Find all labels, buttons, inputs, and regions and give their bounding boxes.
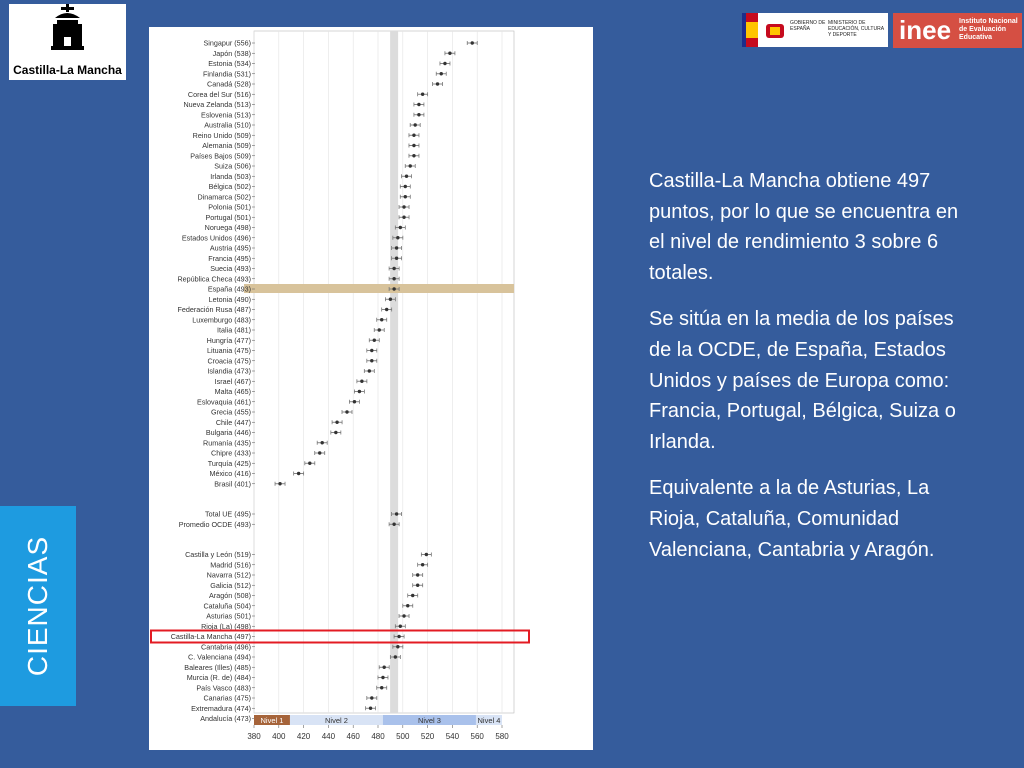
row-label: Alemania (509) [202, 141, 251, 150]
data-point [402, 216, 405, 219]
data-point [421, 93, 424, 96]
ministry-line1: GOBIERNO DE ESPAÑA [790, 20, 826, 32]
summary-text [649, 166, 979, 581]
row-label: Israel (467) [214, 376, 251, 386]
row-label: Luxemburgo (483) [192, 315, 251, 325]
data-point [412, 154, 415, 157]
data-point [380, 686, 383, 689]
row-label: Extremadura (474) [191, 703, 251, 713]
data-point [378, 328, 381, 331]
row-label: País Vasco (483) [196, 683, 251, 693]
row-label: Turquía (425) [207, 458, 251, 468]
chart-svg [149, 27, 593, 750]
row-label: Francia (495) [208, 253, 251, 263]
row-label: Total UE (495) [205, 509, 251, 519]
plot-area [254, 31, 514, 713]
row-label: Portugal (501) [205, 212, 251, 222]
data-point [425, 553, 428, 556]
data-point [443, 62, 446, 65]
data-point [416, 584, 419, 587]
row-label: Australia (510) [204, 120, 251, 130]
row-label: Bélgica (502) [208, 182, 251, 191]
data-point [417, 113, 420, 116]
row-label: Brasil (401) [214, 479, 251, 489]
data-point [416, 573, 419, 576]
data-point [412, 134, 415, 137]
data-point [360, 380, 363, 383]
data-point [335, 421, 338, 424]
row-label: España (493) [207, 284, 251, 294]
paragraph-1: Castilla-La Mancha obtiene 497 puntos, por lo que se encuentra en el nivel de rendimiento 3 sobre 6 totales. [649, 170, 959, 284]
data-point [370, 696, 373, 699]
data-point [409, 164, 412, 167]
row-label: Andalucía (473) [200, 714, 251, 723]
data-point [381, 676, 384, 679]
level-label: Nivel 4 [477, 716, 501, 725]
ministry-logo [742, 13, 888, 47]
row-label: Madrid (516) [210, 560, 251, 570]
row-label: Canarias (475) [203, 693, 251, 703]
row-label: Galicia (512) [210, 580, 251, 590]
row-label: Estonia (534) [208, 59, 251, 68]
row-label: Dinamarca (502) [197, 192, 251, 202]
data-point [383, 666, 386, 669]
eu-flag-icon [742, 13, 758, 47]
row-label: Bulgaria (446) [205, 428, 251, 437]
data-point [399, 226, 402, 229]
row-label: Croacia (475) [207, 356, 251, 366]
data-point [370, 349, 373, 352]
data-point [392, 267, 395, 270]
level-label: Nivel 3 [417, 716, 441, 725]
level-label: Nivel 2 [324, 716, 348, 725]
data-point [368, 369, 371, 372]
section-label [0, 506, 76, 706]
data-point [278, 482, 281, 485]
data-point [395, 246, 398, 249]
ministry-line2: MINISTERIO DE EDUCACIÓN, CULTURA Y DEPORTE [828, 20, 884, 38]
data-point [417, 103, 420, 106]
data-point [394, 655, 397, 658]
data-point [471, 41, 474, 44]
row-label: República Checa (493) [177, 274, 251, 284]
data-point [389, 298, 392, 301]
x-tick-label: 440 [321, 732, 336, 741]
x-tick-label: 460 [346, 732, 360, 741]
row-label: Japón (538) [212, 48, 251, 58]
row-label: Rumanía (435) [203, 438, 251, 448]
castilla-la-mancha-logo [9, 4, 126, 80]
data-point [414, 123, 417, 126]
row-label: Suecia (493) [210, 264, 251, 273]
row-label: Castilla y León (519) [185, 550, 251, 559]
row-label: Italia (481) [217, 325, 251, 335]
data-point [404, 185, 407, 188]
data-point [397, 635, 400, 638]
data-point [392, 277, 395, 280]
row-label: Eslovaquia (461) [197, 397, 251, 407]
data-point [395, 257, 398, 260]
row-label: Hungría (477) [206, 335, 251, 345]
paragraph-2: Se sitúa en la media de los países de la OCDE, de España, Estados Unidos y países de Europa como: Francia, Portugal, Bélgica, Suiza o Irlanda. [649, 308, 956, 453]
x-tick-label: 420 [296, 732, 311, 741]
row-label: Aragón (508) [209, 591, 251, 600]
inee-logo-text: Instituto Nacional de Evaluación Educativa [959, 18, 1018, 41]
data-point [345, 410, 348, 413]
row-label: Navarra (512) [206, 570, 251, 580]
row-label: Austria (495) [209, 243, 251, 253]
x-tick-label: 480 [371, 732, 385, 741]
row-label: Reino Unido (509) [192, 130, 251, 140]
inee-logo-mark: inee [899, 15, 952, 45]
data-point [406, 604, 409, 607]
x-tick-label: 380 [247, 732, 261, 741]
ocde-mean-band [390, 31, 398, 713]
row-label: Promedio OCDE (493) [178, 519, 251, 529]
data-point [297, 472, 300, 475]
data-point [370, 359, 373, 362]
x-tick-label: 540 [445, 732, 460, 741]
data-point [358, 390, 361, 393]
row-label: Nueva Zelanda (513) [183, 100, 251, 109]
data-point [318, 451, 321, 454]
coat-of-arms-icon [9, 4, 126, 60]
data-point [399, 625, 402, 628]
data-point [436, 82, 439, 85]
row-label: C. Valenciana (494) [188, 652, 251, 662]
row-label: Polonia (501) [208, 202, 251, 212]
spain-crest-icon [764, 20, 786, 42]
row-label: Chipre (433) [211, 448, 251, 458]
row-label: Murcia (R. de) (484) [186, 673, 251, 682]
clm-logo-text: Castilla-La Mancha [13, 63, 122, 77]
data-point [369, 707, 372, 710]
row-label: Suiza (506) [214, 161, 251, 171]
row-label: México (416) [209, 469, 251, 478]
data-point [308, 462, 311, 465]
row-label: Noruega (498) [204, 223, 251, 232]
data-point [392, 287, 395, 290]
row-label: Corea del Sur (516) [187, 89, 251, 99]
row-label: Singapur (556) [203, 38, 251, 48]
x-tick-label: 400 [272, 732, 286, 741]
x-tick-label: 560 [470, 732, 484, 741]
data-point [440, 72, 443, 75]
x-tick-label: 520 [420, 732, 435, 741]
data-point [405, 175, 408, 178]
row-label: Canadá (528) [207, 79, 251, 89]
data-point [411, 594, 414, 597]
data-point [373, 339, 376, 342]
row-label: Chile (447) [215, 417, 251, 427]
data-point [380, 318, 383, 321]
row-label: Cataluña (504) [203, 601, 251, 611]
pisa-ciencias-chart [149, 27, 593, 750]
x-tick-label: 500 [396, 732, 410, 741]
row-label: Letonia (490) [208, 294, 251, 304]
row-label: Cantabria (496) [201, 642, 251, 652]
row-label: Baleares (Illes) (485) [184, 662, 251, 672]
data-point [392, 523, 395, 526]
row-label: Castilla-La Mancha (497) [170, 632, 251, 641]
row-label: Islandia (473) [207, 366, 251, 376]
row-label: Lituania (475) [207, 346, 251, 355]
paragraph-3: Equivalente a la de Asturias, La Rioja, Cataluña, Comunidad Valenciana, Cantabria y Aragón. [649, 477, 935, 561]
data-point [385, 308, 388, 311]
row-label: Asturias (501) [206, 611, 251, 621]
row-label: Estados Unidos (496) [181, 233, 251, 243]
row-label: Federación Rusa (487) [177, 305, 251, 314]
row-label: Rioja (La) (498) [201, 621, 251, 631]
row-label: Países Bajos (509) [190, 151, 251, 161]
data-point [448, 52, 451, 55]
data-point [396, 645, 399, 648]
data-point [402, 205, 405, 208]
data-point [402, 614, 405, 617]
section-label-text: CIENCIAS [22, 535, 53, 677]
row-label: Malta (465) [214, 387, 251, 396]
data-point [321, 441, 324, 444]
level-label: Nivel 1 [260, 716, 284, 725]
row-label: Eslovenia (513) [201, 110, 251, 120]
data-point [353, 400, 356, 403]
row-label: Irlanda (503) [210, 171, 251, 181]
data-point [396, 236, 399, 239]
data-point [404, 195, 407, 198]
data-point [412, 144, 415, 147]
inee-logo [893, 13, 1022, 48]
x-tick-label: 580 [495, 732, 509, 741]
data-point [421, 563, 424, 566]
row-label: Finlandia (531) [203, 69, 251, 79]
spain-highlight [244, 284, 514, 293]
data-point [395, 512, 398, 515]
row-label: Grecia (455) [211, 407, 251, 417]
data-point [334, 431, 337, 434]
